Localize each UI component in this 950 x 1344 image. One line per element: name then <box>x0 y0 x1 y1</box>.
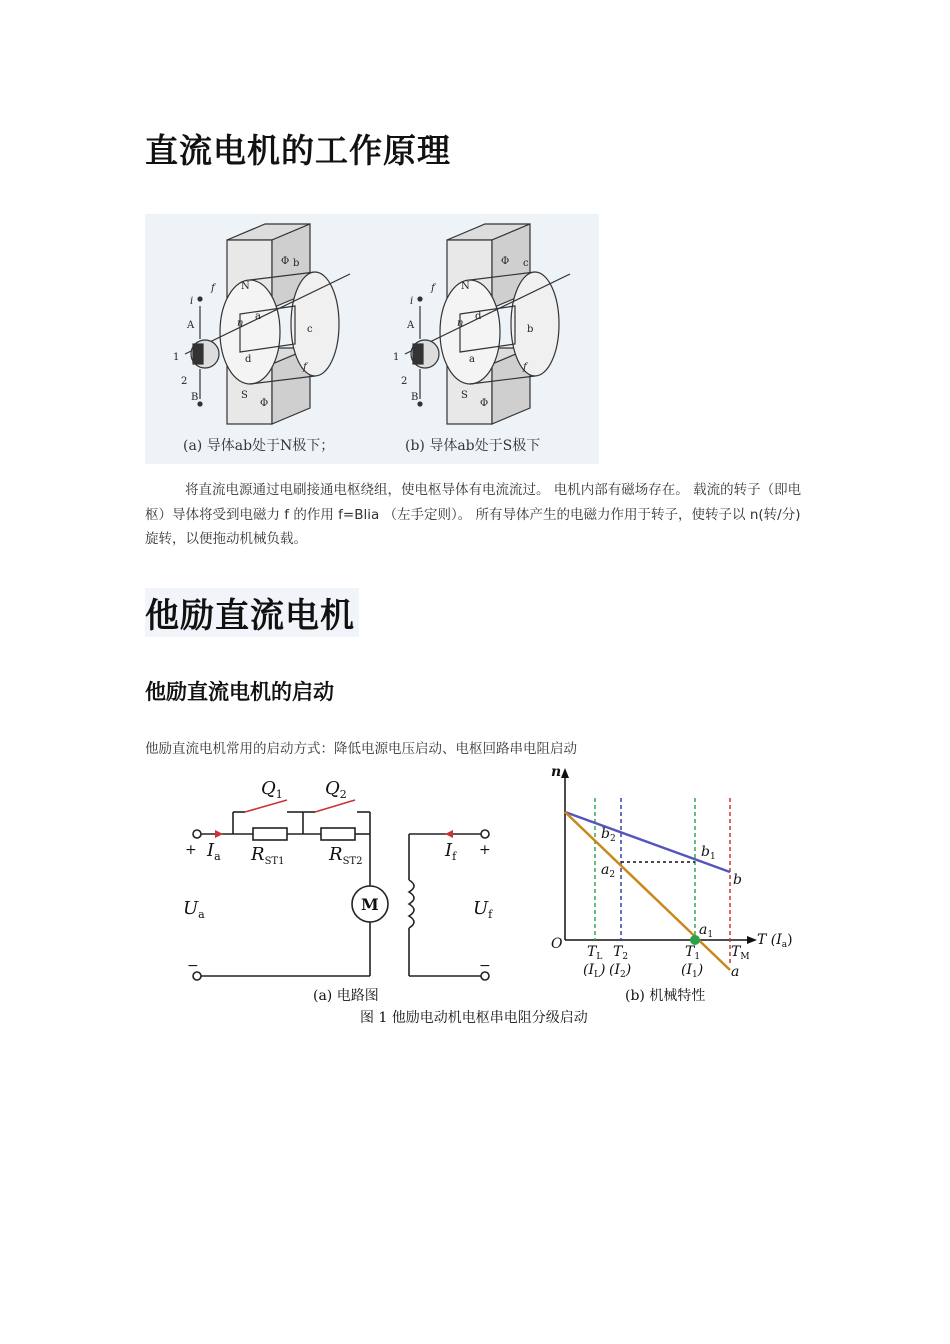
panel-a <box>185 224 350 424</box>
label-phi-b: Φ <box>501 256 510 267</box>
tick-i2: $(I_2)$ <box>609 962 632 980</box>
label-ia: $I_a$ <box>207 840 221 863</box>
line-b <box>565 812 730 872</box>
origin: O <box>551 936 563 952</box>
label-b-b: b <box>527 324 534 335</box>
principle-paragraph <box>145 478 807 552</box>
label-phi-2: Φ <box>260 398 269 409</box>
label-B-b: B <box>411 392 419 403</box>
caption-b: (b) 导体ab处于S极下 <box>405 438 541 454</box>
plus-right: + <box>479 842 491 858</box>
graph-caption: (b) 机械特性 <box>625 988 706 1004</box>
label-a-b: a <box>469 354 475 365</box>
label-f: f <box>211 283 215 294</box>
label-rst2: $R_{ST2}$ <box>329 844 363 867</box>
label-d: d <box>245 354 252 365</box>
label-d-b: d <box>475 311 482 322</box>
label-n: n <box>237 318 244 329</box>
label-s-pole: S <box>241 390 248 401</box>
tick-t1: $T_1$ <box>685 944 701 962</box>
tick-tl: $T_L$ <box>587 944 603 962</box>
label-2-b: 2 <box>401 376 408 387</box>
tick-t2: $T_2$ <box>613 944 629 962</box>
label-n-b: n <box>457 318 464 329</box>
label-phi: Φ <box>281 256 290 267</box>
label-uf: $U_f$ <box>473 898 493 921</box>
label-c: c <box>307 324 313 335</box>
label-1-b: 1 <box>393 352 400 363</box>
minus-left: − <box>187 958 199 974</box>
label-A-b: A <box>407 320 415 331</box>
label-B: B <box>191 392 199 403</box>
figure-caption: 图 1 他励电动机电枢串电阻分级启动 <box>360 1010 588 1026</box>
tick-i1: $(I_1)$ <box>681 962 704 980</box>
label-1: 1 <box>173 352 180 363</box>
panel-b <box>405 224 570 424</box>
label-a1: $a_1$ <box>699 922 714 940</box>
tick-tm: $T_M$ <box>731 944 750 962</box>
label-q1: $Q_1$ <box>261 778 283 801</box>
section-title: 直流电机的工作原理 <box>145 131 451 170</box>
label-A: A <box>187 320 195 331</box>
label-i: i <box>190 296 194 307</box>
label-a: a <box>255 311 261 322</box>
label-b2: $b_2$ <box>601 826 616 844</box>
startup-diagram <box>175 764 805 1034</box>
axis-n: n <box>551 764 562 780</box>
plus-left: + <box>185 842 197 858</box>
label-if: $I_f$ <box>445 840 457 863</box>
label-phi-b-2: Φ <box>480 398 489 409</box>
label-q2: $Q_2$ <box>325 778 347 801</box>
mechanical-graph <box>561 768 757 970</box>
motor-principle-figure <box>145 214 599 464</box>
label-b1: $b_1$ <box>701 844 716 862</box>
motor-principle-diagram <box>145 214 599 464</box>
ia-arrow <box>215 830 223 838</box>
circuit-diagram <box>193 800 489 980</box>
label-ua: $U_a$ <box>183 898 205 921</box>
label-f-b: f <box>431 283 435 294</box>
axis-t: T $(I_a)$ <box>757 932 793 950</box>
if-arrow <box>445 830 453 838</box>
label-i-b: i <box>410 296 414 307</box>
tick-il: $(I_L)$ <box>583 962 606 980</box>
circuit-caption: (a) 电路图 <box>313 988 379 1004</box>
subsection-title: 他励直流电机的启动 <box>145 680 334 704</box>
label-a2: $a_2$ <box>601 862 616 880</box>
label-c-b: c <box>523 258 529 269</box>
label-rst1: $R_{ST1}$ <box>251 844 285 867</box>
label-f-b-2: f <box>523 362 527 373</box>
label-s-pole-b: S <box>461 390 468 401</box>
label-f-2: f <box>303 362 307 373</box>
label-n-pole-b: N <box>461 281 470 292</box>
section-title-2: 他励直流电机 <box>145 588 359 637</box>
startup-figure <box>175 764 805 1034</box>
label-b: b <box>733 872 742 888</box>
label-2: 2 <box>181 376 188 387</box>
startup-methods-text: 他励直流电机常用的启动方式：降低电源电压启动、电枢回路串电阻启动 <box>145 741 577 757</box>
label-n-pole: N <box>241 281 250 292</box>
motor-label: M <box>361 895 379 914</box>
label-b: b <box>293 258 300 269</box>
label-a: a <box>731 964 740 980</box>
paragraph-text: 将直流电源通过电刷接通电枢绕组，使电枢导体有电流流过。 电机内部有磁场存在。 载流的转子（即电枢）导体将受到电磁力 f 的作用 f=Blia （左手定则）。 所有导体产生的电磁力作用于转子，使转子以 n(转/分)旋转，以便拖动机械负载。 <box>145 482 802 547</box>
minus-right: − <box>479 958 491 974</box>
caption-a: (a) 导体ab处于N极下； <box>183 438 335 454</box>
